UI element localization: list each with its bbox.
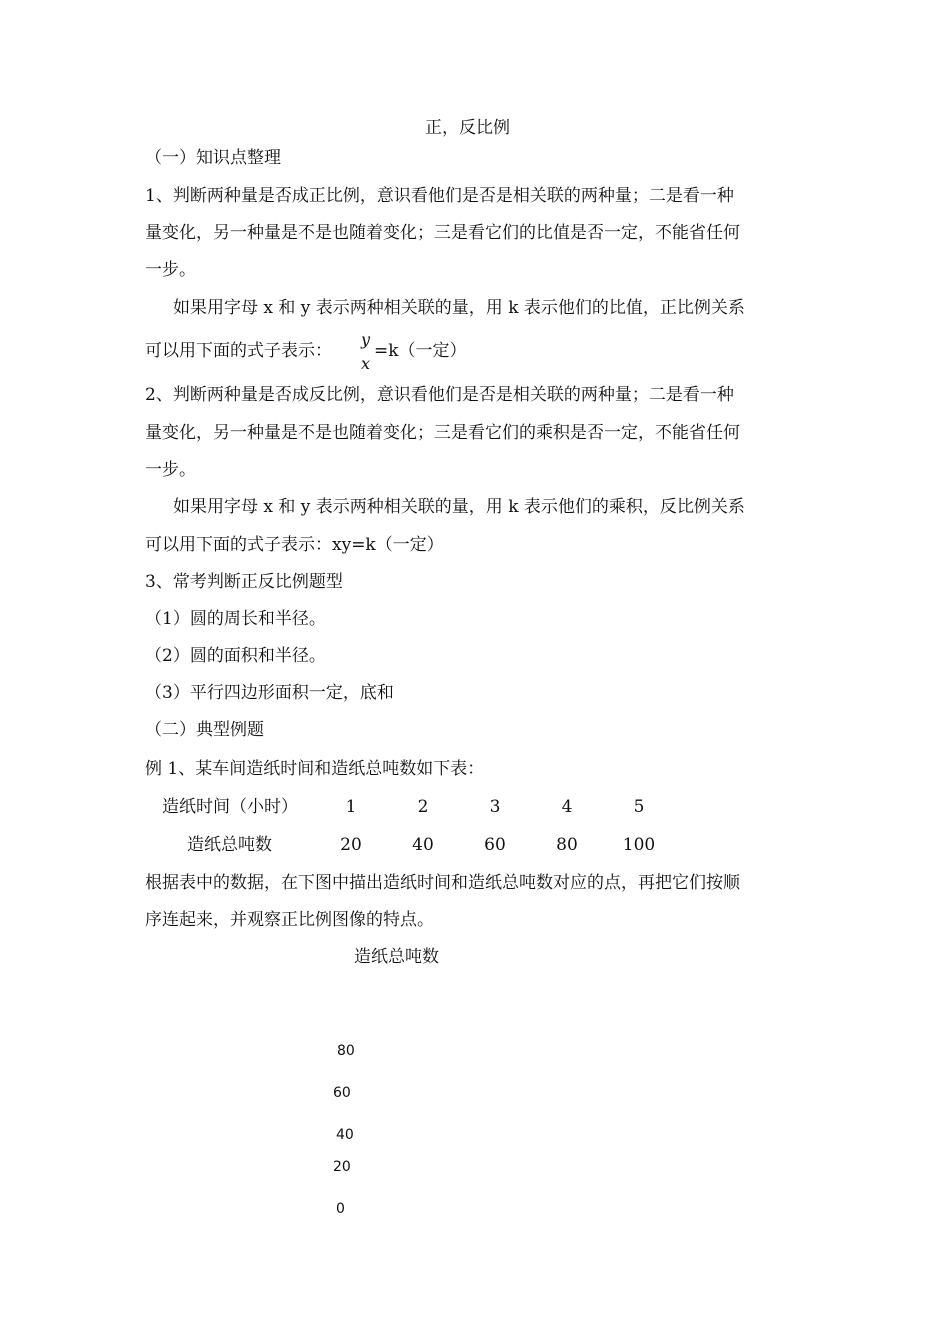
paragraph-proportional-formula-suffix: =k（一定） — [374, 341, 467, 361]
paragraph-inverse-formula-intro: 如果用字母 x 和 y 表示两种相关联的量，用 k 表示他们的乘积，反比例关系 — [173, 497, 745, 517]
question-1: （1）圆的周长和半径。 — [145, 609, 326, 629]
paragraph-inverse-formula: 可以用下面的式子表示：xy=k（一定） — [145, 535, 444, 555]
page-title: 正，反比例 — [425, 118, 510, 138]
formula-numerator: y — [361, 330, 371, 349]
question-types-heading: 3、常考判断正反比例题型 — [145, 572, 343, 592]
question-3: （3）平行四边形面积一定，底和 — [145, 683, 394, 703]
table-cell: 60 — [484, 835, 506, 855]
section-heading-knowledge: （一）知识点整理 — [145, 148, 281, 168]
section-heading-examples: （二）典型例题 — [145, 720, 264, 740]
table-row-label-time: 造纸时间（小时） — [162, 797, 298, 817]
table-cell: 2 — [417, 797, 429, 817]
paragraph-inverse-line-1: 2、判断两种量是否成反比例，意识看他们是否是相关联的两种量；二是看一种 — [145, 385, 734, 405]
table-cell: 40 — [412, 835, 434, 855]
paragraph-proportional-formula-prefix: 可以用下面的式子表示： — [145, 341, 332, 361]
instruction-line-2: 序连起来，并观察正比例图像的特点。 — [145, 910, 434, 930]
chart-y-axis-title: 造纸总吨数 — [354, 947, 439, 967]
table-cell: 4 — [561, 797, 573, 817]
chart-tick-label: 20 — [333, 1159, 351, 1175]
table-cell: 80 — [556, 835, 578, 855]
formula-denominator: x — [361, 354, 371, 373]
chart-tick-label: 40 — [336, 1127, 354, 1143]
table-cell: 5 — [633, 797, 645, 817]
instruction-line-1: 根据表中的数据，在下图中描出造纸时间和造纸总吨数对应的点，再把它们按顺 — [145, 873, 740, 893]
chart-tick-label: 0 — [336, 1201, 345, 1217]
table-row-label-tons: 造纸总吨数 — [187, 835, 272, 855]
table-cell: 100 — [622, 835, 656, 855]
question-2: （2）圆的面积和半径。 — [145, 646, 326, 666]
table-cell: 20 — [340, 835, 362, 855]
paragraph-proportional-line-2: 量变化，另一种量是不是也随着变化；三是看它们的比值是否一定，不能省任何 — [145, 223, 740, 243]
table-cell: 3 — [489, 797, 501, 817]
paragraph-inverse-line-2: 量变化，另一种量是不是也随着变化；三是看它们的乘积是否一定，不能省任何 — [145, 423, 740, 443]
chart-tick-label: 80 — [337, 1043, 355, 1059]
example-1-intro: 例 1、某车间造纸时间和造纸总吨数如下表： — [145, 759, 485, 779]
chart-tick-label: 60 — [333, 1085, 351, 1101]
paragraph-inverse-line-3: 一步。 — [145, 460, 196, 480]
table-cell: 1 — [345, 797, 357, 817]
paragraph-proportional-line-3: 一步。 — [145, 260, 196, 280]
paragraph-proportional-line-1: 1、判断两种量是否成正比例，意识看他们是否是相关联的两种量；二是看一种 — [145, 186, 734, 206]
paragraph-proportional-formula-intro: 如果用字母 x 和 y 表示两种相关联的量，用 k 表示他们的比值，正比例关系 — [173, 298, 745, 318]
